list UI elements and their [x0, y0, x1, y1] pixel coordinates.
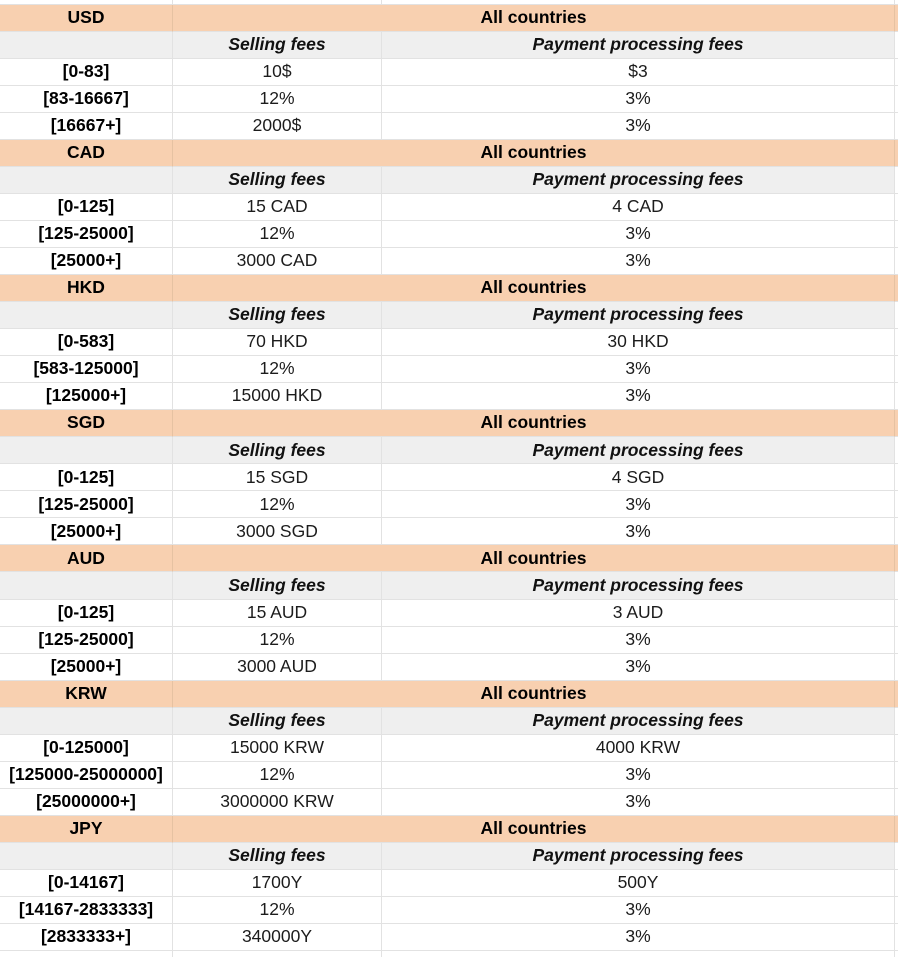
- processing-fee-cell[interactable]: 3%: [382, 789, 894, 816]
- amount-range-cell[interactable]: [25000+]: [0, 518, 173, 545]
- selling-fee-cell[interactable]: 12%: [173, 491, 382, 518]
- grid-sliver-cell: [894, 59, 898, 86]
- all-countries-cell[interactable]: All countries: [173, 275, 894, 302]
- processing-fee-cell[interactable]: 4000 KRW: [382, 735, 894, 762]
- grid-sliver-cell: [894, 897, 898, 924]
- payment-processing-fees-header-cell[interactable]: Payment processing fees: [382, 572, 894, 599]
- amount-range-cell[interactable]: [0-125000]: [0, 735, 173, 762]
- processing-fee-cell[interactable]: 3%: [382, 518, 894, 545]
- grid-sliver-cell: [894, 491, 898, 518]
- fee-data-row: [0, 248, 898, 275]
- fee-type-header-row: [0, 302, 898, 329]
- selling-fees-header-cell[interactable]: Selling fees: [173, 32, 382, 59]
- partial-row-bottom: [0, 951, 898, 957]
- all-countries-cell[interactable]: All countries: [173, 140, 894, 167]
- fee-type-header-row: [0, 167, 898, 194]
- grid-sliver-cell: [894, 410, 898, 437]
- fee-data-row: [0, 870, 898, 897]
- currency-block: [0, 5, 898, 140]
- fee-data-row: [0, 464, 898, 491]
- selling-fees-header-cell[interactable]: Selling fees: [173, 572, 382, 599]
- processing-fee-cell[interactable]: 3%: [382, 248, 894, 275]
- amount-range-cell[interactable]: [0-125]: [0, 194, 173, 221]
- selling-fee-cell[interactable]: 2000$: [173, 113, 382, 140]
- amount-range-cell[interactable]: [14167-2833333]: [0, 897, 173, 924]
- fee-data-row: [0, 86, 898, 113]
- fee-type-header-row: [0, 708, 898, 735]
- grid-sliver-cell: [894, 816, 898, 843]
- grid-sliver-cell: [894, 194, 898, 221]
- currency-code-cell[interactable]: AUD: [0, 545, 173, 572]
- amount-range-cell[interactable]: [25000+]: [0, 654, 173, 681]
- all-countries-cell[interactable]: All countries: [173, 5, 894, 32]
- grid-sliver-cell: [894, 302, 898, 329]
- partial-cell: [0, 951, 173, 957]
- empty-header-cell[interactable]: [0, 708, 173, 735]
- currency-code-cell[interactable]: USD: [0, 5, 173, 32]
- grid-sliver-cell: [894, 843, 898, 870]
- currency-header-row: [0, 275, 898, 302]
- amount-range-cell[interactable]: [125-25000]: [0, 221, 173, 248]
- fee-type-header-row: [0, 572, 898, 599]
- processing-fee-cell[interactable]: 3%: [382, 221, 894, 248]
- grid-sliver-cell: [894, 221, 898, 248]
- processing-fee-cell[interactable]: 3 AUD: [382, 600, 894, 627]
- currency-block: [0, 816, 898, 951]
- selling-fee-cell[interactable]: 3000 AUD: [173, 654, 382, 681]
- payment-processing-fees-header-cell[interactable]: Payment processing fees: [382, 302, 894, 329]
- partial-cell: [894, 951, 898, 957]
- selling-fee-cell[interactable]: 15 SGD: [173, 464, 382, 491]
- all-countries-cell[interactable]: All countries: [173, 410, 894, 437]
- grid-sliver-cell: [894, 32, 898, 59]
- grid-sliver-cell: [894, 870, 898, 897]
- selling-fee-cell[interactable]: 12%: [173, 86, 382, 113]
- amount-range-cell[interactable]: [125-25000]: [0, 627, 173, 654]
- amount-range-cell[interactable]: [125000+]: [0, 383, 173, 410]
- currency-block: [0, 140, 898, 275]
- selling-fee-cell[interactable]: 3000 CAD: [173, 248, 382, 275]
- empty-header-cell[interactable]: [0, 302, 173, 329]
- payment-processing-fees-header-cell[interactable]: Payment processing fees: [382, 708, 894, 735]
- selling-fee-cell[interactable]: 1700Y: [173, 870, 382, 897]
- fee-type-header-row: [0, 32, 898, 59]
- currency-block: [0, 681, 898, 816]
- selling-fee-cell[interactable]: 12%: [173, 762, 382, 789]
- grid-sliver-cell: [894, 681, 898, 708]
- currency-header-row: [0, 681, 898, 708]
- processing-fee-cell[interactable]: 3%: [382, 762, 894, 789]
- all-countries-cell[interactable]: All countries: [173, 816, 894, 843]
- selling-fee-cell[interactable]: 15000 HKD: [173, 383, 382, 410]
- selling-fee-cell[interactable]: 15000 KRW: [173, 735, 382, 762]
- amount-range-cell[interactable]: [125000-25000000]: [0, 762, 173, 789]
- fee-data-row: [0, 59, 898, 86]
- processing-fee-cell[interactable]: 3%: [382, 654, 894, 681]
- fee-data-row: [0, 789, 898, 816]
- grid-sliver-cell: [894, 275, 898, 302]
- processing-fee-cell[interactable]: 3%: [382, 491, 894, 518]
- grid-sliver-cell: [894, 762, 898, 789]
- selling-fee-cell[interactable]: 3000 SGD: [173, 518, 382, 545]
- currency-block: [0, 545, 898, 680]
- grid-sliver-cell: [894, 789, 898, 816]
- grid-sliver-cell: [894, 464, 898, 491]
- selling-fees-header-cell[interactable]: Selling fees: [173, 437, 382, 464]
- selling-fee-cell[interactable]: 15 CAD: [173, 194, 382, 221]
- empty-header-cell[interactable]: [0, 167, 173, 194]
- amount-range-cell[interactable]: [2833333+]: [0, 924, 173, 951]
- amount-range-cell[interactable]: [16667+]: [0, 113, 173, 140]
- partial-cell: [173, 951, 382, 957]
- currency-code-cell[interactable]: KRW: [0, 681, 173, 708]
- processing-fee-cell[interactable]: 4 CAD: [382, 194, 894, 221]
- selling-fee-cell[interactable]: 12%: [173, 356, 382, 383]
- empty-header-cell[interactable]: [0, 572, 173, 599]
- processing-fee-cell[interactable]: 3%: [382, 627, 894, 654]
- grid-sliver-cell: [894, 113, 898, 140]
- fee-data-row: [0, 600, 898, 627]
- amount-range-cell[interactable]: [0-125]: [0, 600, 173, 627]
- selling-fee-cell[interactable]: 12%: [173, 627, 382, 654]
- selling-fee-cell[interactable]: 10$: [173, 59, 382, 86]
- processing-fee-cell[interactable]: $3: [382, 59, 894, 86]
- currency-header-row: [0, 140, 898, 167]
- selling-fees-header-cell[interactable]: Selling fees: [173, 302, 382, 329]
- amount-range-cell[interactable]: [25000000+]: [0, 789, 173, 816]
- processing-fee-cell[interactable]: 3%: [382, 356, 894, 383]
- payment-processing-fees-header-cell[interactable]: Payment processing fees: [382, 437, 894, 464]
- grid-sliver-cell: [894, 437, 898, 464]
- processing-fee-cell[interactable]: 30 HKD: [382, 329, 894, 356]
- grid-sliver-cell: [894, 708, 898, 735]
- amount-range-cell[interactable]: [25000+]: [0, 248, 173, 275]
- fee-data-row: [0, 329, 898, 356]
- grid-sliver-cell: [894, 600, 898, 627]
- all-countries-cell[interactable]: All countries: [173, 681, 894, 708]
- processing-fee-cell[interactable]: 3%: [382, 86, 894, 113]
- fee-data-row: [0, 762, 898, 789]
- grid-sliver-cell: [894, 5, 898, 32]
- grid-sliver-cell: [894, 627, 898, 654]
- fee-data-row: [0, 113, 898, 140]
- currency-header-row: [0, 816, 898, 843]
- grid-sliver-cell: [894, 140, 898, 167]
- fee-data-row: [0, 221, 898, 248]
- currency-code-cell[interactable]: JPY: [0, 816, 173, 843]
- fee-data-row: [0, 383, 898, 410]
- processing-fee-cell[interactable]: 3%: [382, 924, 894, 951]
- selling-fee-cell[interactable]: 340000Y: [173, 924, 382, 951]
- amount-range-cell[interactable]: [0-583]: [0, 329, 173, 356]
- all-countries-cell[interactable]: All countries: [173, 545, 894, 572]
- amount-range-cell[interactable]: [0-125]: [0, 464, 173, 491]
- payment-processing-fees-header-cell[interactable]: Payment processing fees: [382, 167, 894, 194]
- empty-header-cell[interactable]: [0, 843, 173, 870]
- fee-data-row: [0, 356, 898, 383]
- fee-data-row: [0, 491, 898, 518]
- currency-code-cell[interactable]: HKD: [0, 275, 173, 302]
- currency-blocks: [0, 5, 898, 952]
- amount-range-cell[interactable]: [0-83]: [0, 59, 173, 86]
- currency-header-row: [0, 5, 898, 32]
- partial-cell: [382, 951, 894, 957]
- amount-range-cell[interactable]: [0-14167]: [0, 870, 173, 897]
- grid-sliver-cell: [894, 518, 898, 545]
- processing-fee-cell[interactable]: 3%: [382, 897, 894, 924]
- currency-header-row: [0, 545, 898, 572]
- empty-header-cell[interactable]: [0, 437, 173, 464]
- grid-sliver-cell: [894, 924, 898, 951]
- fee-data-row: [0, 627, 898, 654]
- currency-block: [0, 410, 898, 545]
- empty-header-cell[interactable]: [0, 32, 173, 59]
- processing-fee-cell[interactable]: 4 SGD: [382, 464, 894, 491]
- grid-sliver-cell: [894, 383, 898, 410]
- fee-data-row: [0, 654, 898, 681]
- fee-type-header-row: [0, 437, 898, 464]
- selling-fee-cell[interactable]: 12%: [173, 221, 382, 248]
- fee-data-row: [0, 518, 898, 545]
- currency-code-cell[interactable]: CAD: [0, 140, 173, 167]
- processing-fee-cell[interactable]: 3%: [382, 383, 894, 410]
- currency-code-cell[interactable]: SGD: [0, 410, 173, 437]
- fee-data-row: [0, 897, 898, 924]
- selling-fee-cell[interactable]: 70 HKD: [173, 329, 382, 356]
- grid-sliver-cell: [894, 248, 898, 275]
- selling-fee-cell[interactable]: 3000000 KRW: [173, 789, 382, 816]
- currency-block: [0, 275, 898, 410]
- grid-sliver-cell: [894, 356, 898, 383]
- currency-header-row: [0, 410, 898, 437]
- payment-processing-fees-header-cell[interactable]: Payment processing fees: [382, 843, 894, 870]
- selling-fees-header-cell[interactable]: Selling fees: [173, 708, 382, 735]
- payment-processing-fees-header-cell[interactable]: Payment processing fees: [382, 32, 894, 59]
- fee-data-row: [0, 735, 898, 762]
- grid-sliver-cell: [894, 654, 898, 681]
- selling-fees-header-cell[interactable]: Selling fees: [173, 167, 382, 194]
- fee-type-header-row: [0, 843, 898, 870]
- selling-fee-cell[interactable]: 12%: [173, 897, 382, 924]
- grid-sliver-cell: [894, 735, 898, 762]
- processing-fee-cell[interactable]: 3%: [382, 113, 894, 140]
- amount-range-cell[interactable]: [125-25000]: [0, 491, 173, 518]
- processing-fee-cell[interactable]: 500Y: [382, 870, 894, 897]
- selling-fee-cell[interactable]: 15 AUD: [173, 600, 382, 627]
- fee-data-row: [0, 194, 898, 221]
- amount-range-cell[interactable]: [83-16667]: [0, 86, 173, 113]
- grid-sliver-cell: [894, 545, 898, 572]
- grid-sliver-cell: [894, 329, 898, 356]
- grid-sliver-cell: [894, 167, 898, 194]
- grid-sliver-cell: [894, 86, 898, 113]
- amount-range-cell[interactable]: [583-125000]: [0, 356, 173, 383]
- grid-sliver-cell: [894, 572, 898, 599]
- selling-fees-header-cell[interactable]: Selling fees: [173, 843, 382, 870]
- fee-data-row: [0, 924, 898, 951]
